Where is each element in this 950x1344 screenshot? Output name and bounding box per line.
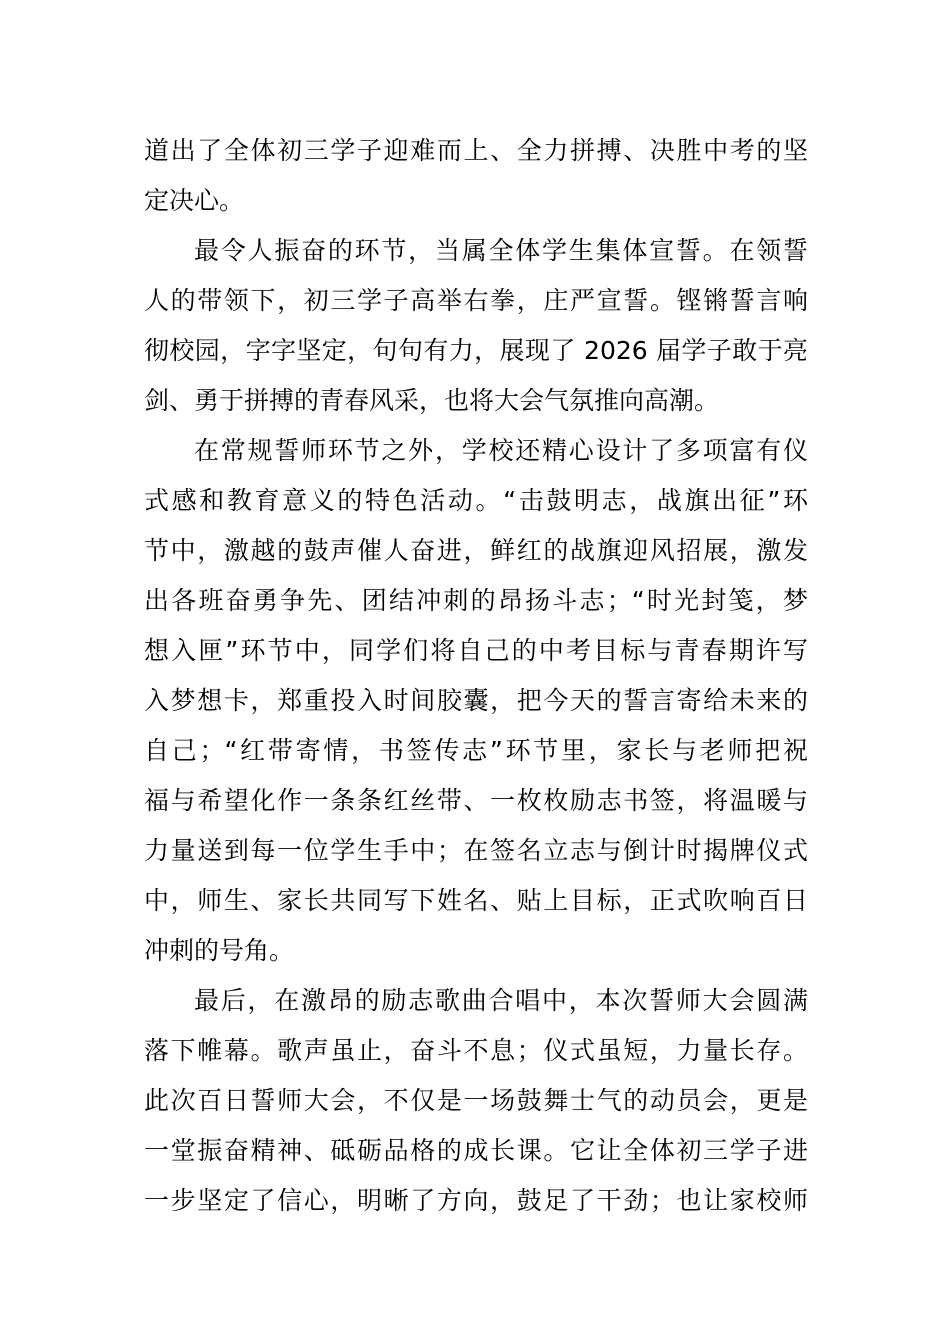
text-line: 在常规誓师环节之外，学校还精心设计了多项富有仪 [194,436,808,465]
paragraph-3 [144,426,808,976]
text-line: 一堂振奋精神、砥砺品格的成长课。它让全体初三学子进 [144,1136,808,1165]
text-line: 福与希望化作一条条红丝带、一枚枚励志书签，将温暖与 [144,786,808,815]
text-line: 落下帷幕。歌声虽止，奋斗不息；仪式虽短，力量长存。 [144,1036,808,1065]
text-line: 冲刺的号角。 [144,936,295,965]
text-line: 剑、勇于拼搏的青春风采，也将大会气氛推向高潮。 [144,386,720,415]
text-line: 最后，在激昂的励志歌曲合唱中，本次誓师大会圆满 [194,986,808,1015]
text-line: 人的带领下，初三学子高举右拳，庄严宣誓。铿锵誓言响 [144,286,808,315]
text-line: 自己；“红带寄情，书签传志”环节里，家长与老师把祝 [144,736,808,765]
text-line: 力量送到每一位学生手中；在签名立志与倒计时揭牌仪式 [144,836,808,865]
text-line: 想入匣”环节中，同学们将自己的中考目标与青春期许写 [144,636,808,665]
text-line: 道出了全体初三学子迎难而上、全力拼搏、决胜中考的坚 [144,136,808,165]
text-line: 节中，激越的鼓声催人奋进，鲜红的战旗迎风招展，激发 [144,536,808,565]
text-line: 彻校园，字字坚定，句句有力，展现了 2026 届学子敢于亮 [144,336,808,365]
text-line: 入梦想卡，郑重投入时间胶囊，把今天的誓言寄给未来的 [144,686,808,715]
text-line: 式感和教育意义的特色活动。“击鼓明志，战旗出征”环 [144,486,808,515]
paragraph-4 [144,976,808,1226]
text-line: 此次百日誓师大会，不仅是一场鼓舞士气的动员会，更是 [144,1086,808,1115]
text-line: 定决心。 [144,186,245,215]
article-body [144,126,808,1226]
paragraph-2 [144,226,808,426]
text-line: 中，师生、家长共同写下姓名、贴上目标，正式吹响百日 [144,886,808,915]
text-line: 出各班奋勇争先、团结冲刺的昂扬斗志；“时光封笺，梦 [144,586,808,615]
text-line: 最令人振奋的环节，当属全体学生集体宣誓。在领誓 [194,236,808,265]
text-line: 一步坚定了信心，明晰了方向，鼓足了干劲；也让家校师 [144,1186,808,1215]
paragraph-1 [144,126,808,226]
